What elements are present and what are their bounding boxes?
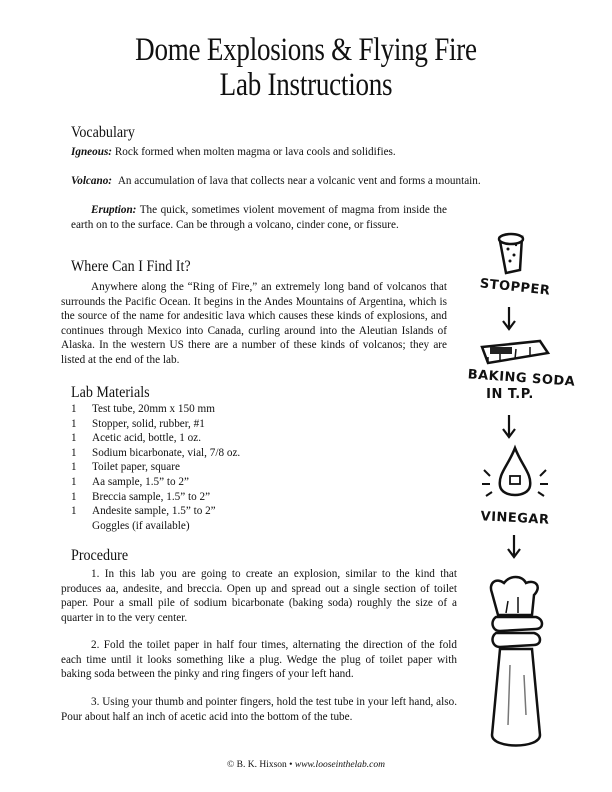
eruption-text: The quick, sometimes violent movement of magma from inside the earth on to the surface. Can be through a volcano, cinder cone, or fissure. xyxy=(71,204,447,231)
material-name: Aa sample, 1.5” to 2” xyxy=(92,475,189,488)
igneous-text: Rock formed when molten magma or lava cools and solidifies. xyxy=(114,146,396,158)
stopper-icon xyxy=(470,225,595,285)
material-name: Acetic acid, bottle, 1 oz. xyxy=(92,432,202,445)
footer-author: © B. K. Hixson xyxy=(227,760,287,770)
material-qty: 1 xyxy=(71,475,77,488)
material-qty xyxy=(71,519,92,534)
baking-soda-label-1: BAKING SODA xyxy=(467,367,576,390)
material-name: Goggles (if available) xyxy=(92,519,190,532)
eruption-term: Eruption: xyxy=(91,204,137,216)
igneous-definition xyxy=(71,145,541,160)
material-name: Stopper, solid, rubber, #1 xyxy=(92,417,205,430)
title-line-1: Dome Explosions & Flying Fire xyxy=(135,32,477,68)
arrow-down-icon-2 xyxy=(495,413,525,443)
material-qty: 1 xyxy=(71,403,77,415)
vinegar-drop-icon xyxy=(470,440,595,510)
material-item xyxy=(71,417,240,432)
materials-list xyxy=(71,402,240,533)
arrow-down-icon-3 xyxy=(500,533,530,563)
material-name: Toilet paper, square xyxy=(92,461,180,474)
footer xyxy=(0,760,612,770)
hand-test-tube-icon xyxy=(470,565,595,765)
material-name: Breccia sample, 1.5” to 2” xyxy=(92,490,211,503)
material-qty: 1 xyxy=(71,446,77,459)
where-heading: Where Can I Find It? xyxy=(71,258,191,275)
material-qty: 1 xyxy=(71,505,77,518)
material-item xyxy=(71,504,240,519)
material-name: Andesite sample, 1.5” to 2” xyxy=(92,505,216,518)
volcano-text: An accumulation of lava that collects near a volcanic vent and forms a mountain. xyxy=(117,175,481,187)
material-item xyxy=(71,431,240,446)
arrow-down-icon xyxy=(495,305,525,335)
material-qty: 1 xyxy=(71,417,77,430)
material-qty: 1 xyxy=(71,461,77,474)
baking-soda-label-2: IN T.P. xyxy=(486,387,534,402)
stopper-label: STOPPER xyxy=(479,276,551,299)
procedure-step-3: 3. Using your thumb and pointer fingers, hold the test tube in your left hand, also. Pour about half an inch of acetic acid into the bottom of the tube. xyxy=(61,696,457,723)
volcano-definition xyxy=(71,174,551,189)
lab-illustration xyxy=(467,225,595,755)
material-item xyxy=(71,490,240,505)
material-item xyxy=(71,460,240,475)
materials-heading: Lab Materials xyxy=(71,384,150,401)
title-line-2: Lab Instructions xyxy=(219,67,393,103)
footer-url: www.looseinthelab.com xyxy=(294,760,385,770)
material-qty: 1 xyxy=(71,432,77,445)
igneous-term: Igneous: xyxy=(71,146,113,158)
material-item xyxy=(71,402,240,417)
where-text: Anywhere along the “Ring of Fire,” an extremely long band of volcanos that surrounds the Pacific Ocean. It begins in the Andes Mountains of Argentina, which is the source of the name for andesitic lava which causes these kinds of explosions, and continues through Mexico into Canada, curling around into the Aleutian Islands of Alaska. In the western US there are a number of these kinds of volcanos; they are listed at the end of the lab. xyxy=(61,281,447,366)
volcano-term: Volcano: xyxy=(71,175,113,187)
material-item xyxy=(71,475,240,490)
vocabulary-heading: Vocabulary xyxy=(71,124,135,141)
material-qty: 1 xyxy=(71,490,77,503)
vinegar-label: VINEGAR xyxy=(480,509,550,528)
footer-separator: • xyxy=(289,760,293,770)
material-item xyxy=(71,519,240,534)
procedure-heading: Procedure xyxy=(71,547,129,564)
eruption-definition xyxy=(61,203,447,232)
procedure-step-2: 2. Fold the toilet paper in half four times, alternating the direction of the fold each time until it looks something like a plug. Wedge the plug of toilet paper with baking soda between the pinky and ring fingers of your left hand. xyxy=(61,639,457,681)
procedure-step-1: 1. In this lab you are going to create an explosion, similar to the kind that produces aa, andesite, and breccia. Open up and spread out a single section of toilet paper. Pour a small pile of sodium bicarbonate (baking soda) roughly the size of a quarter in to the very center. xyxy=(61,568,457,624)
baking-soda-plug-icon xyxy=(470,333,595,373)
material-item xyxy=(71,446,240,461)
material-name: Test tube, 20mm x 150 mm xyxy=(92,403,215,415)
material-name: Sodium bicarbonate, vial, 7/8 oz. xyxy=(92,446,241,459)
